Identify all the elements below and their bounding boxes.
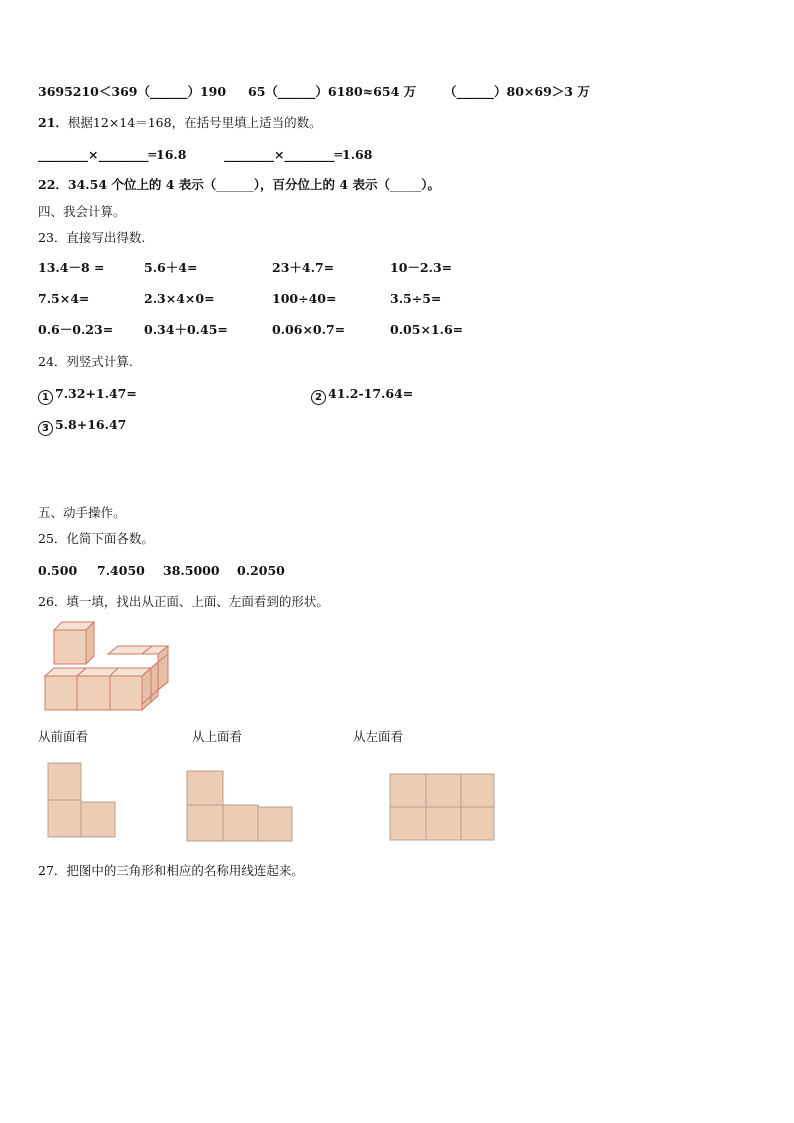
q23-problem: 0.6－0.23= [38, 322, 114, 337]
left-view-square-6 [461, 807, 494, 840]
q20-item2-suffix: ）6180≈654 万 [315, 84, 417, 99]
left-view-square-4 [390, 807, 426, 840]
q25-title: 25．化简下面各数。 [38, 531, 154, 546]
q26-title: 26．填一填，找出从正面、上面、左面看到的形状。 [38, 594, 329, 609]
q23-problem: 3.5÷5= [390, 291, 442, 306]
q21-equation-2 [224, 147, 372, 163]
q23-problem: 5.6＋4= [144, 260, 198, 275]
front-view-square-2 [48, 800, 81, 837]
q20-item3 [444, 84, 590, 100]
q21-text-b: ，在括号里填上适当的数。 [171, 115, 322, 130]
q25-number-2: 7.4050 [97, 563, 145, 578]
front-view-square-3 [81, 802, 115, 837]
top-view-square-1 [187, 771, 223, 805]
q24-item-2-expr: 41.2-17.64= [328, 386, 414, 401]
q23-problem: 7.5×4= [38, 291, 90, 306]
cube-bottom-front-3 [110, 676, 142, 710]
q21-eq1-blank1[interactable]: ________ [38, 147, 88, 162]
q20-item2 [248, 84, 416, 100]
q21-title [38, 115, 322, 131]
q21-number: 21． [38, 115, 68, 130]
left-view-square-2 [426, 774, 461, 807]
q24-title: 24．列竖式计算. [38, 354, 133, 369]
left-view-square-5 [426, 807, 461, 840]
q23-problem: 0.06×0.7= [272, 322, 346, 337]
top-view-square-2 [187, 805, 223, 841]
q20-item3-suffix: ）80×69＞3 万 [494, 84, 590, 99]
q23-problem: 23＋4.7= [272, 260, 335, 275]
left-view-square-3 [461, 774, 494, 807]
q22-blank1[interactable]: ______ [216, 177, 254, 192]
q20-item1-suffix: ）190 [187, 84, 227, 99]
front-view-square-1 [48, 763, 81, 800]
q23-problem: 10－2.3= [390, 260, 453, 275]
q22-text-c: ）。 [421, 177, 440, 192]
section-5-heading: 五、动手操作。 [38, 505, 126, 520]
q21-equation-1 [38, 147, 186, 163]
q21-eq1-blank2[interactable]: ________ [98, 147, 149, 162]
left-view-square-1 [390, 774, 426, 807]
q21-eq2-blank2[interactable]: ________ [284, 147, 335, 162]
q20-item3-blank[interactable]: ______ [456, 84, 495, 99]
q23-problem: 13.4－8 = [38, 260, 105, 275]
circled-2-icon: 2 [311, 390, 326, 405]
q23-problem: 100÷40= [272, 291, 337, 306]
q20-tail-row [38, 84, 226, 100]
q22-text-a: 22．34.54 个位上的 4 表示（ [38, 177, 217, 192]
cube-stack-illustration [40, 618, 175, 714]
q21-formula: 12×14＝168 [92, 115, 172, 130]
q20-item2-blank[interactable]: ______ [277, 84, 316, 99]
q21-text-a: 根据 [67, 115, 93, 130]
q21-eq2-blank1[interactable]: ________ [224, 147, 274, 162]
q20-item3-prefix: （ [444, 84, 457, 99]
cube-top-front [54, 630, 86, 664]
cube-bottom-front-1 [45, 676, 77, 710]
view-label-top: 从上面看 [192, 729, 243, 744]
q23-problem: 2.3×4×0= [144, 291, 215, 306]
view-label-front: 从前面看 [38, 729, 89, 744]
q20-item2-prefix: 65（ [248, 84, 278, 99]
q21-eq1-times: × [88, 147, 99, 162]
q24-item-3 [38, 417, 126, 436]
q22-blank2[interactable]: _____ [389, 177, 422, 192]
view-label-left: 从左面看 [353, 729, 404, 744]
q23-title: 23．直接写出得数. [38, 230, 146, 245]
q23-problem: 0.05×1.6= [390, 322, 464, 337]
q27-title: 27．把图中的三角形和相应的名称用线连起来。 [38, 863, 304, 878]
q24-item-3-expr: 5.8+16.47 [55, 417, 127, 432]
q24-item-2 [311, 386, 413, 405]
cube-back-right-side [151, 662, 158, 702]
q24-item-1-expr: 7.32+1.47= [55, 386, 137, 401]
q22-text-b: ），百分位上的 4 表示（ [253, 177, 390, 192]
cube-bottom-front-2 [77, 676, 110, 710]
q25-number-3: 38.5000 [163, 563, 220, 578]
q21-eq2-result: ═1.68 [334, 147, 373, 162]
top-view-square-4 [258, 807, 292, 841]
q21-eq1-result: ═16.8 [148, 147, 187, 162]
q24-item-1 [38, 386, 137, 405]
cube-top-side [86, 622, 94, 664]
circled-3-icon: 3 [38, 421, 53, 436]
left-view-figure [389, 772, 499, 844]
q25-number-1: 0.500 [38, 563, 78, 578]
q20-item1-blank[interactable]: ______ [149, 84, 188, 99]
circled-1-icon: 1 [38, 390, 53, 405]
top-view-square-3 [223, 805, 258, 841]
top-view-figure [186, 770, 296, 844]
q20-item1-prefix: 3695210＜369（ [38, 84, 150, 99]
q25-number-4: 0.2050 [237, 563, 285, 578]
q22-line [38, 177, 440, 193]
section-4-heading: 四、我会计算。 [38, 204, 126, 219]
q23-problem: 0.34＋0.45= [144, 322, 228, 337]
q21-eq2-times: × [274, 147, 285, 162]
front-view-figure [46, 762, 120, 840]
